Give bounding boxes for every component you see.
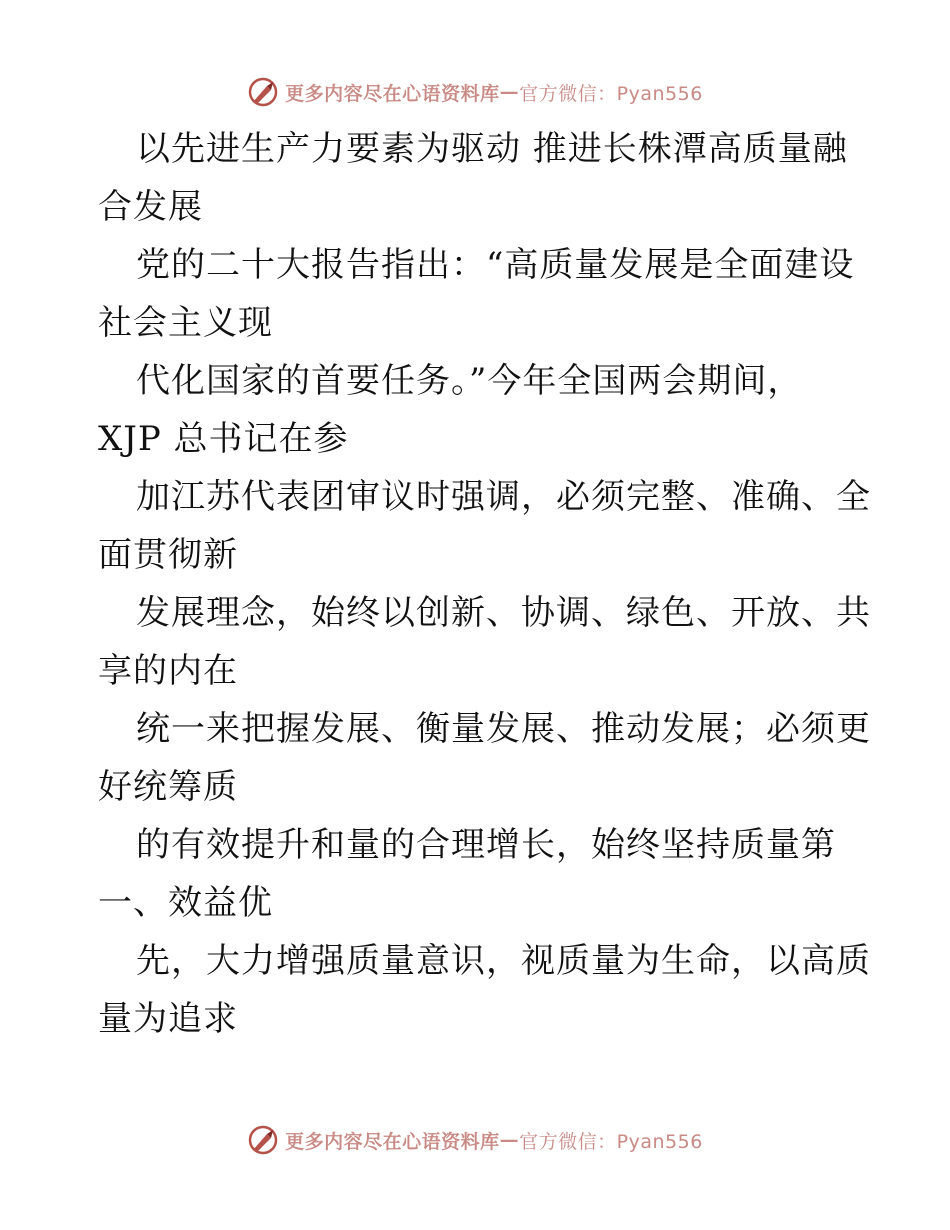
- text-line: 加江苏代表团审议时强调，必须完整、准确、全: [136, 477, 871, 517]
- text-line: XJP 总书记在参: [98, 419, 349, 459]
- text-line: 社会主义现: [98, 303, 273, 343]
- text-line: 统一来把握发展、衡量发展、推动发展；必须更: [136, 709, 871, 749]
- footer-watermark: [0, 1120, 950, 1160]
- text-line: 一、效益优: [98, 883, 273, 923]
- text-line: 量为追求: [98, 999, 238, 1039]
- watermark-dash: —: [499, 81, 520, 103]
- text-line: 好统筹质: [98, 767, 238, 807]
- watermark-brand: 更多内容尽在心语资料库: [285, 1130, 500, 1153]
- text-line: 享的内在: [98, 651, 238, 691]
- text-line: 合发展: [98, 187, 203, 227]
- watermark-dash: —: [499, 1129, 520, 1151]
- text-line: 党的二十大报告指出：“高质量发展是全面建设: [136, 245, 855, 285]
- text-line: 以先进生产力要素为驱动 推进长株潭高质量融: [136, 129, 848, 169]
- watermark-contact: 官方微信：Pyan556: [519, 1130, 703, 1153]
- text-line: 先，大力增强质量意识，视质量为生命，以高质: [136, 941, 871, 981]
- pen-logo-icon: [247, 76, 279, 108]
- text-line: 面贯彻新: [98, 535, 238, 575]
- text-line: 代化国家的首要任务。”今年全国两会期间，: [136, 361, 803, 401]
- pen-logo-icon: [247, 1124, 279, 1156]
- text-line: 发展理念，始终以创新、协调、绿色、开放、共: [136, 593, 871, 633]
- watermark-brand: 更多内容尽在心语资料库: [285, 82, 500, 105]
- text-line: 的有效提升和量的合理增长，始终坚持质量第: [136, 825, 836, 865]
- document-body: [98, 120, 871, 1048]
- watermark-contact: 官方微信：Pyan556: [519, 82, 703, 105]
- header-watermark: [0, 72, 950, 112]
